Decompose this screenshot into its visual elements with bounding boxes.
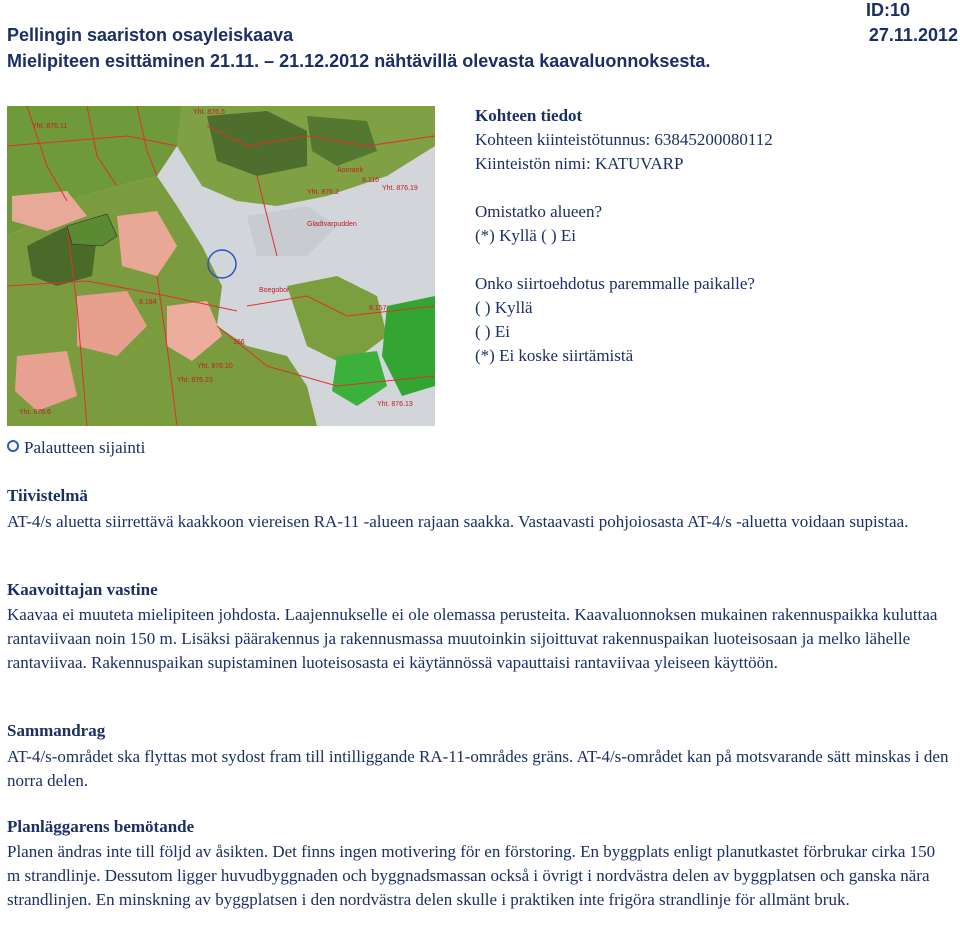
sammandrag-heading: Sammandrag [7,721,106,740]
document-title: Pellingin saariston osayleiskaava [7,25,294,45]
location-map [7,106,435,426]
map-label: 8.116 [362,177,379,184]
bemotande-heading: Planläggarens bemötande [7,817,195,836]
map-label: 166 [233,339,245,346]
feedback-location-label: Palautteen sijainti [24,438,146,457]
map-label: Aoorank [337,167,364,174]
map-label: Yht. 876.2 [307,189,339,196]
info-heading: Kohteen tiedot [475,106,583,125]
sammandrag-text: AT-4/s-området ska flyttas mot sydost fram till intilliggande RA-11-områdes gräns. AT-4/s-området kan på motsvarande sätt minskas i den norra delen. [7,747,949,790]
relocation-question: Onko siirtoehdotus paremmalle paikalle? [475,274,755,293]
map-label: Yht. 876.10 [197,363,233,370]
relocation-option-no: ( ) Ei [475,322,510,341]
response-heading: Kaavoittajan vastine [7,580,158,599]
map-label: Yht. 876.6 [19,409,51,416]
bemotande-text: Planen ändras inte till följd av åsikten. Det finns ingen motivering för en förstoring. En byggplats enligt planutkastet förbrukar cirka 150 m strandlinje. Dessutom ligger huvudbyggnaden och byggnadsmassan också i övrigt i nordvästra delen av byggplatsen och ganska nära strandlinjen. En minskning av byggplatsen i den nordvästra delen skulle i praktiken inte frigöra strandlinje för allmänt bruk. [7,842,936,909]
relocation-option-yes: ( ) Kyllä [475,298,533,317]
ownership-question: Omistatko alueen? [475,202,602,221]
map-label: Yht. 876.19 [382,185,418,192]
summary-heading: Tiivistelmä [7,486,88,505]
map-label: 8.157 [369,305,387,312]
document-subtitle: Mielipiteen esittäminen 21.11. – 21.12.2012 nähtävillä olevasta kaavaluonnoksesta. [7,51,711,71]
map-label: Yht. 876.5 [193,109,225,116]
map-label: Yht. 876.23 [177,377,213,384]
relocation-option-na: (*) Ei koske siirtämistä [475,346,634,365]
property-id: Kohteen kiinteistötunnus: 63845200080112 [475,130,773,149]
location-marker-icon [7,440,19,452]
map-label: Gladtvarpudden [307,221,357,228]
map-label: Yht. 876.11 [32,123,68,130]
response-text: Kaavaa ei muuteta mielipiteen johdosta. Laajennukselle ei ole olemassa perusteita. Kaavaluonnoksen mukainen rakennuspaikka kuluttaa rantaviivaan noin 150 m. Lisäksi päärakennus ja rakennusmassa muutoinkin sijoittuvat rakennuspaikan luoteisosaan ja melko lähelle rantaviivaa. Rakennuspaikan supistaminen luoteisosasta ei käytännössä vapauttaisi rantaviivaa yleiseen käyttöön. [7,605,938,672]
map-label: Yht. 876.13 [377,401,413,408]
feedback-location [7,438,145,458]
summary-text: AT-4/s aluetta siirrettävä kaakkoon viereisen RA-11 -alueen rajaan saakka. Vastaavasti pohjoiosasta AT-4/s -aluetta voidaan supistaa. [7,512,909,531]
ownership-answer: (*) Kyllä ( ) Ei [475,226,577,245]
feedback-id: ID:10 [865,0,910,20]
feedback-date: 27.11.2012 [868,25,958,45]
map-label: 8.184 [139,299,157,306]
map-label: Boegobor [259,287,290,294]
property-name: Kiinteistön nimi: KATUVARP [475,154,684,173]
